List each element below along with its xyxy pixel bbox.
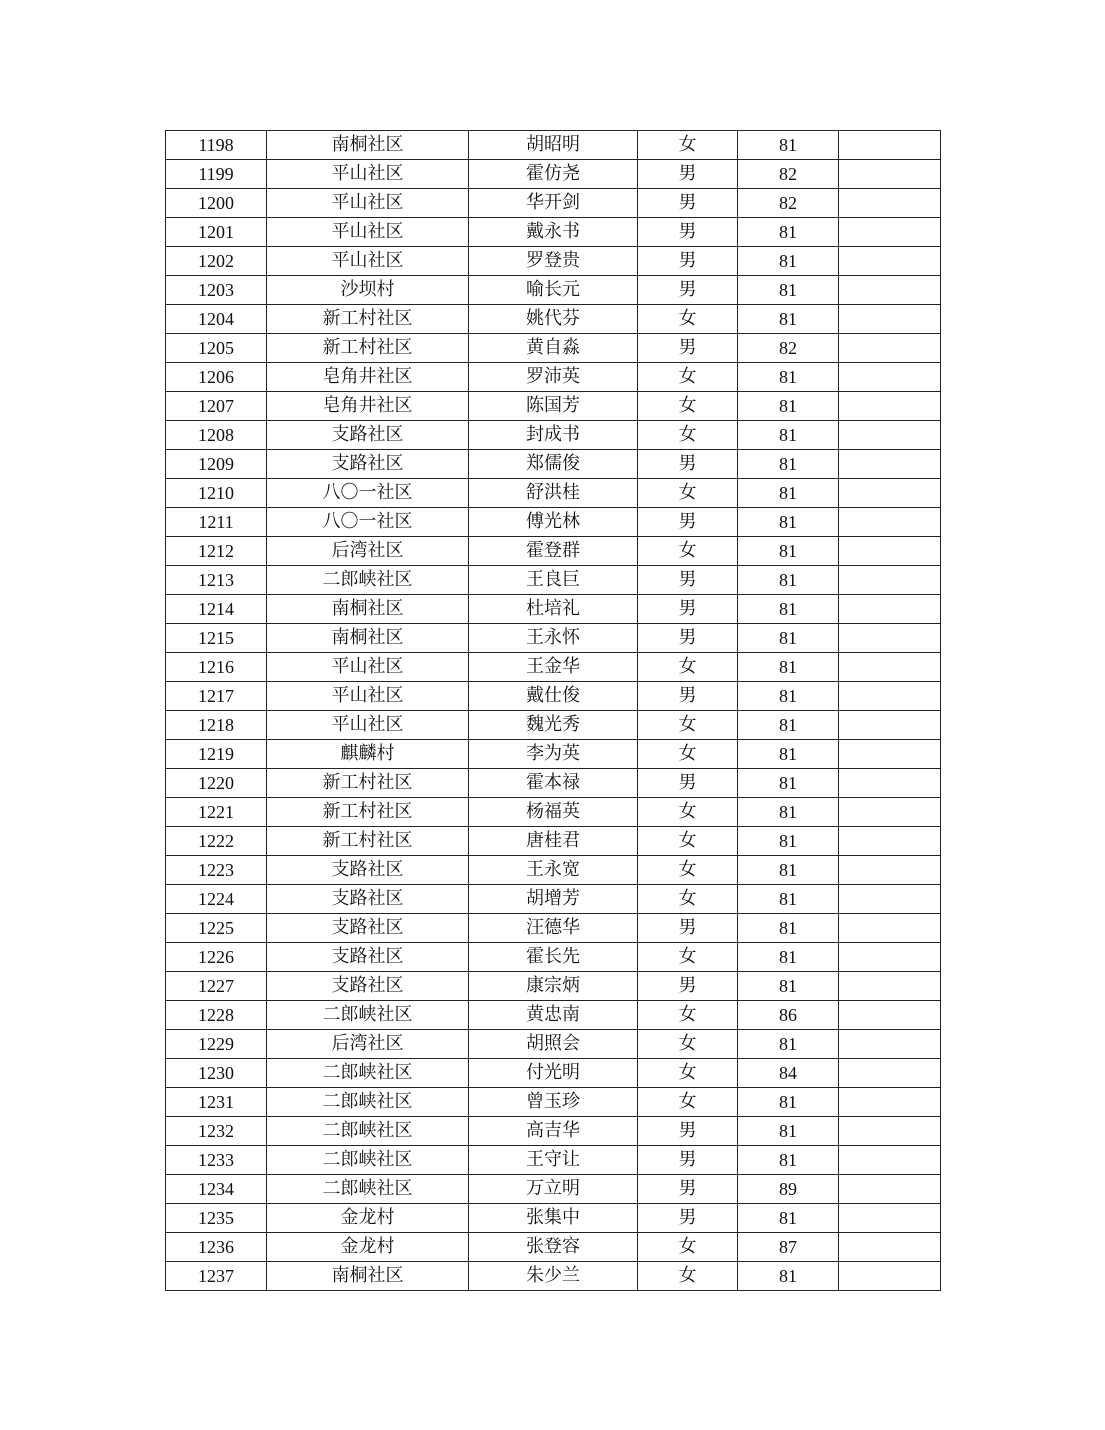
community-cell: 金龙村 [267, 1233, 469, 1262]
age-cell: 81 [738, 595, 839, 624]
gender-cell: 女 [638, 943, 738, 972]
age-cell: 81 [738, 943, 839, 972]
table-row [166, 305, 941, 334]
person-name-cell: 封成书 [469, 421, 638, 450]
person-name-cell: 杨福英 [469, 798, 638, 827]
age-cell: 81 [738, 450, 839, 479]
serial-number-cell: 1220 [166, 769, 267, 798]
community-cell: 支路社区 [267, 856, 469, 885]
community-cell: 皂角井社区 [267, 363, 469, 392]
gender-cell: 女 [638, 1262, 738, 1291]
table-row [166, 624, 941, 653]
table-row [166, 595, 941, 624]
serial-number-cell: 1209 [166, 450, 267, 479]
serial-number-cell: 1206 [166, 363, 267, 392]
gender-cell: 男 [638, 1117, 738, 1146]
age-cell: 81 [738, 711, 839, 740]
community-cell: 支路社区 [267, 972, 469, 1001]
remarks-cell [839, 566, 941, 595]
gender-cell: 女 [638, 711, 738, 740]
gender-cell: 男 [638, 218, 738, 247]
person-name-cell: 胡昭明 [469, 131, 638, 160]
gender-cell: 女 [638, 421, 738, 450]
person-name-cell: 胡照会 [469, 1030, 638, 1059]
table-row [166, 653, 941, 682]
age-cell: 84 [738, 1059, 839, 1088]
remarks-cell [839, 798, 941, 827]
gender-cell: 女 [638, 1001, 738, 1030]
person-name-cell: 陈国芳 [469, 392, 638, 421]
serial-number-cell: 1236 [166, 1233, 267, 1262]
community-cell: 金龙村 [267, 1204, 469, 1233]
remarks-cell [839, 1001, 941, 1030]
community-cell: 二郎峡社区 [267, 1001, 469, 1030]
serial-number-cell: 1225 [166, 914, 267, 943]
community-cell: 南桐社区 [267, 1262, 469, 1291]
roster-table [165, 130, 941, 1291]
remarks-cell [839, 1146, 941, 1175]
person-name-cell: 汪德华 [469, 914, 638, 943]
age-cell: 81 [738, 798, 839, 827]
serial-number-cell: 1210 [166, 479, 267, 508]
age-cell: 86 [738, 1001, 839, 1030]
table-row [166, 537, 941, 566]
serial-number-cell: 1216 [166, 653, 267, 682]
community-cell: 二郎峡社区 [267, 1059, 469, 1088]
gender-cell: 女 [638, 653, 738, 682]
gender-cell: 男 [638, 972, 738, 1001]
serial-number-cell: 1215 [166, 624, 267, 653]
table-row [166, 392, 941, 421]
remarks-cell [839, 276, 941, 305]
serial-number-cell: 1231 [166, 1088, 267, 1117]
community-cell: 二郎峡社区 [267, 1146, 469, 1175]
remarks-cell [839, 537, 941, 566]
serial-number-cell: 1223 [166, 856, 267, 885]
table-row [166, 334, 941, 363]
community-cell: 八〇一社区 [267, 479, 469, 508]
serial-number-cell: 1222 [166, 827, 267, 856]
serial-number-cell: 1208 [166, 421, 267, 450]
gender-cell: 女 [638, 798, 738, 827]
gender-cell: 男 [638, 334, 738, 363]
table-row [166, 450, 941, 479]
serial-number-cell: 1221 [166, 798, 267, 827]
person-name-cell: 张登容 [469, 1233, 638, 1262]
table-row [166, 247, 941, 276]
person-name-cell: 张集中 [469, 1204, 638, 1233]
gender-cell: 男 [638, 682, 738, 711]
serial-number-cell: 1217 [166, 682, 267, 711]
table-row [166, 1088, 941, 1117]
community-cell: 平山社区 [267, 218, 469, 247]
table-row [166, 682, 941, 711]
community-cell: 新工村社区 [267, 769, 469, 798]
age-cell: 81 [738, 624, 839, 653]
serial-number-cell: 1204 [166, 305, 267, 334]
table-row [166, 885, 941, 914]
gender-cell: 女 [638, 1088, 738, 1117]
gender-cell: 男 [638, 450, 738, 479]
community-cell: 皂角井社区 [267, 392, 469, 421]
community-cell: 后湾社区 [267, 1030, 469, 1059]
table-row [166, 160, 941, 189]
age-cell: 81 [738, 305, 839, 334]
person-name-cell: 王永怀 [469, 624, 638, 653]
remarks-cell [839, 769, 941, 798]
age-cell: 81 [738, 827, 839, 856]
table-row [166, 1117, 941, 1146]
person-name-cell: 王守让 [469, 1146, 638, 1175]
table-row [166, 1233, 941, 1262]
serial-number-cell: 1229 [166, 1030, 267, 1059]
gender-cell: 男 [638, 1175, 738, 1204]
gender-cell: 女 [638, 363, 738, 392]
age-cell: 81 [738, 566, 839, 595]
community-cell: 新工村社区 [267, 798, 469, 827]
gender-cell: 女 [638, 740, 738, 769]
serial-number-cell: 1228 [166, 1001, 267, 1030]
person-name-cell: 郑儒俊 [469, 450, 638, 479]
remarks-cell [839, 1059, 941, 1088]
age-cell: 81 [738, 276, 839, 305]
person-name-cell: 王金华 [469, 653, 638, 682]
remarks-cell [839, 218, 941, 247]
person-name-cell: 杜培礼 [469, 595, 638, 624]
person-name-cell: 黄忠南 [469, 1001, 638, 1030]
person-name-cell: 高吉华 [469, 1117, 638, 1146]
remarks-cell [839, 1030, 941, 1059]
remarks-cell [839, 624, 941, 653]
gender-cell: 男 [638, 276, 738, 305]
community-cell: 新工村社区 [267, 305, 469, 334]
serial-number-cell: 1213 [166, 566, 267, 595]
remarks-cell [839, 1204, 941, 1233]
person-name-cell: 付光明 [469, 1059, 638, 1088]
remarks-cell [839, 711, 941, 740]
age-cell: 89 [738, 1175, 839, 1204]
remarks-cell [839, 1233, 941, 1262]
age-cell: 81 [738, 363, 839, 392]
remarks-cell [839, 189, 941, 218]
gender-cell: 女 [638, 1233, 738, 1262]
community-cell: 平山社区 [267, 682, 469, 711]
remarks-cell [839, 595, 941, 624]
community-cell: 平山社区 [267, 247, 469, 276]
age-cell: 81 [738, 972, 839, 1001]
serial-number-cell: 1224 [166, 885, 267, 914]
remarks-cell [839, 943, 941, 972]
serial-number-cell: 1230 [166, 1059, 267, 1088]
remarks-cell [839, 247, 941, 276]
serial-number-cell: 1233 [166, 1146, 267, 1175]
age-cell: 82 [738, 189, 839, 218]
remarks-cell [839, 827, 941, 856]
table-row [166, 508, 941, 537]
serial-number-cell: 1232 [166, 1117, 267, 1146]
person-name-cell: 曾玉珍 [469, 1088, 638, 1117]
community-cell: 新工村社区 [267, 334, 469, 363]
person-name-cell: 魏光秀 [469, 711, 638, 740]
serial-number-cell: 1211 [166, 508, 267, 537]
table-row [166, 1204, 941, 1233]
gender-cell: 女 [638, 1030, 738, 1059]
table-row [166, 914, 941, 943]
person-name-cell: 戴永书 [469, 218, 638, 247]
remarks-cell [839, 653, 941, 682]
age-cell: 81 [738, 1088, 839, 1117]
person-name-cell: 李为英 [469, 740, 638, 769]
gender-cell: 男 [638, 508, 738, 537]
age-cell: 81 [738, 1117, 839, 1146]
serial-number-cell: 1203 [166, 276, 267, 305]
table-row [166, 276, 941, 305]
community-cell: 二郎峡社区 [267, 1117, 469, 1146]
community-cell: 支路社区 [267, 885, 469, 914]
community-cell: 平山社区 [267, 160, 469, 189]
table-row [166, 1175, 941, 1204]
age-cell: 81 [738, 682, 839, 711]
remarks-cell [839, 392, 941, 421]
age-cell: 81 [738, 769, 839, 798]
community-cell: 支路社区 [267, 450, 469, 479]
serial-number-cell: 1226 [166, 943, 267, 972]
table-row [166, 972, 941, 1001]
table-row [166, 711, 941, 740]
gender-cell: 女 [638, 537, 738, 566]
person-name-cell: 罗沛英 [469, 363, 638, 392]
table-row [166, 827, 941, 856]
serial-number-cell: 1234 [166, 1175, 267, 1204]
gender-cell: 男 [638, 624, 738, 653]
age-cell: 81 [738, 1030, 839, 1059]
community-cell: 八〇一社区 [267, 508, 469, 537]
gender-cell: 女 [638, 305, 738, 334]
gender-cell: 男 [638, 595, 738, 624]
table-row [166, 1001, 941, 1030]
serial-number-cell: 1237 [166, 1262, 267, 1291]
remarks-cell [839, 1175, 941, 1204]
serial-number-cell: 1218 [166, 711, 267, 740]
serial-number-cell: 1201 [166, 218, 267, 247]
gender-cell: 女 [638, 131, 738, 160]
person-name-cell: 喻长元 [469, 276, 638, 305]
age-cell: 81 [738, 479, 839, 508]
gender-cell: 女 [638, 856, 738, 885]
person-name-cell: 康宗炳 [469, 972, 638, 1001]
table-row [166, 943, 941, 972]
person-name-cell: 舒洪桂 [469, 479, 638, 508]
gender-cell: 女 [638, 1059, 738, 1088]
table-row [166, 740, 941, 769]
person-name-cell: 傅光林 [469, 508, 638, 537]
remarks-cell [839, 363, 941, 392]
table-row [166, 856, 941, 885]
person-name-cell: 万立明 [469, 1175, 638, 1204]
serial-number-cell: 1212 [166, 537, 267, 566]
community-cell: 南桐社区 [267, 624, 469, 653]
serial-number-cell: 1202 [166, 247, 267, 276]
remarks-cell [839, 914, 941, 943]
table-row [166, 421, 941, 450]
table-row [166, 1030, 941, 1059]
community-cell: 平山社区 [267, 711, 469, 740]
community-cell: 麒麟村 [267, 740, 469, 769]
serial-number-cell: 1207 [166, 392, 267, 421]
gender-cell: 男 [638, 1204, 738, 1233]
remarks-cell [839, 450, 941, 479]
community-cell: 平山社区 [267, 653, 469, 682]
gender-cell: 男 [638, 247, 738, 276]
remarks-cell [839, 334, 941, 363]
remarks-cell [839, 160, 941, 189]
community-cell: 支路社区 [267, 914, 469, 943]
table-row [166, 479, 941, 508]
gender-cell: 男 [638, 769, 738, 798]
table-row [166, 769, 941, 798]
remarks-cell [839, 1117, 941, 1146]
gender-cell: 女 [638, 885, 738, 914]
age-cell: 81 [738, 421, 839, 450]
roster-table-body [166, 131, 941, 1291]
age-cell: 87 [738, 1233, 839, 1262]
age-cell: 81 [738, 740, 839, 769]
serial-number-cell: 1199 [166, 160, 267, 189]
remarks-cell [839, 305, 941, 334]
serial-number-cell: 1214 [166, 595, 267, 624]
serial-number-cell: 1227 [166, 972, 267, 1001]
age-cell: 81 [738, 247, 839, 276]
table-row [166, 189, 941, 218]
age-cell: 81 [738, 508, 839, 537]
table-row [166, 131, 941, 160]
serial-number-cell: 1205 [166, 334, 267, 363]
person-name-cell: 王永宽 [469, 856, 638, 885]
age-cell: 81 [738, 1146, 839, 1175]
gender-cell: 女 [638, 827, 738, 856]
age-cell: 81 [738, 653, 839, 682]
remarks-cell [839, 1088, 941, 1117]
person-name-cell: 朱少兰 [469, 1262, 638, 1291]
age-cell: 81 [738, 1262, 839, 1291]
community-cell: 沙坝村 [267, 276, 469, 305]
age-cell: 81 [738, 1204, 839, 1233]
community-cell: 新工村社区 [267, 827, 469, 856]
gender-cell: 男 [638, 160, 738, 189]
table-row [166, 1262, 941, 1291]
person-name-cell: 霍本禄 [469, 769, 638, 798]
community-cell: 二郎峡社区 [267, 1175, 469, 1204]
person-name-cell: 霍长先 [469, 943, 638, 972]
person-name-cell: 戴仕俊 [469, 682, 638, 711]
community-cell: 南桐社区 [267, 131, 469, 160]
serial-number-cell: 1198 [166, 131, 267, 160]
table-row [166, 798, 941, 827]
table-row [166, 218, 941, 247]
community-cell: 南桐社区 [267, 595, 469, 624]
remarks-cell [839, 131, 941, 160]
person-name-cell: 罗登贵 [469, 247, 638, 276]
community-cell: 支路社区 [267, 421, 469, 450]
table-row [166, 1146, 941, 1175]
table-row [166, 1059, 941, 1088]
remarks-cell [839, 421, 941, 450]
community-cell: 平山社区 [267, 189, 469, 218]
remarks-cell [839, 479, 941, 508]
gender-cell: 女 [638, 479, 738, 508]
person-name-cell: 王良巨 [469, 566, 638, 595]
person-name-cell: 霍登群 [469, 537, 638, 566]
age-cell: 81 [738, 131, 839, 160]
person-name-cell: 胡增芳 [469, 885, 638, 914]
age-cell: 81 [738, 537, 839, 566]
community-cell: 支路社区 [267, 943, 469, 972]
community-cell: 二郎峡社区 [267, 566, 469, 595]
person-name-cell: 霍仿尧 [469, 160, 638, 189]
age-cell: 81 [738, 885, 839, 914]
gender-cell: 女 [638, 392, 738, 421]
serial-number-cell: 1200 [166, 189, 267, 218]
serial-number-cell: 1235 [166, 1204, 267, 1233]
serial-number-cell: 1219 [166, 740, 267, 769]
gender-cell: 男 [638, 914, 738, 943]
gender-cell: 男 [638, 566, 738, 595]
gender-cell: 男 [638, 189, 738, 218]
age-cell: 82 [738, 334, 839, 363]
remarks-cell [839, 508, 941, 537]
remarks-cell [839, 740, 941, 769]
remarks-cell [839, 885, 941, 914]
age-cell: 81 [738, 218, 839, 247]
table-row [166, 363, 941, 392]
person-name-cell: 姚代芬 [469, 305, 638, 334]
remarks-cell [839, 682, 941, 711]
remarks-cell [839, 972, 941, 1001]
remarks-cell [839, 1262, 941, 1291]
age-cell: 81 [738, 914, 839, 943]
table-row [166, 566, 941, 595]
age-cell: 81 [738, 392, 839, 421]
age-cell: 81 [738, 856, 839, 885]
community-cell: 后湾社区 [267, 537, 469, 566]
person-name-cell: 唐桂君 [469, 827, 638, 856]
gender-cell: 男 [638, 1146, 738, 1175]
person-name-cell: 华开剑 [469, 189, 638, 218]
age-cell: 82 [738, 160, 839, 189]
community-cell: 二郎峡社区 [267, 1088, 469, 1117]
remarks-cell [839, 856, 941, 885]
person-name-cell: 黄自淼 [469, 334, 638, 363]
